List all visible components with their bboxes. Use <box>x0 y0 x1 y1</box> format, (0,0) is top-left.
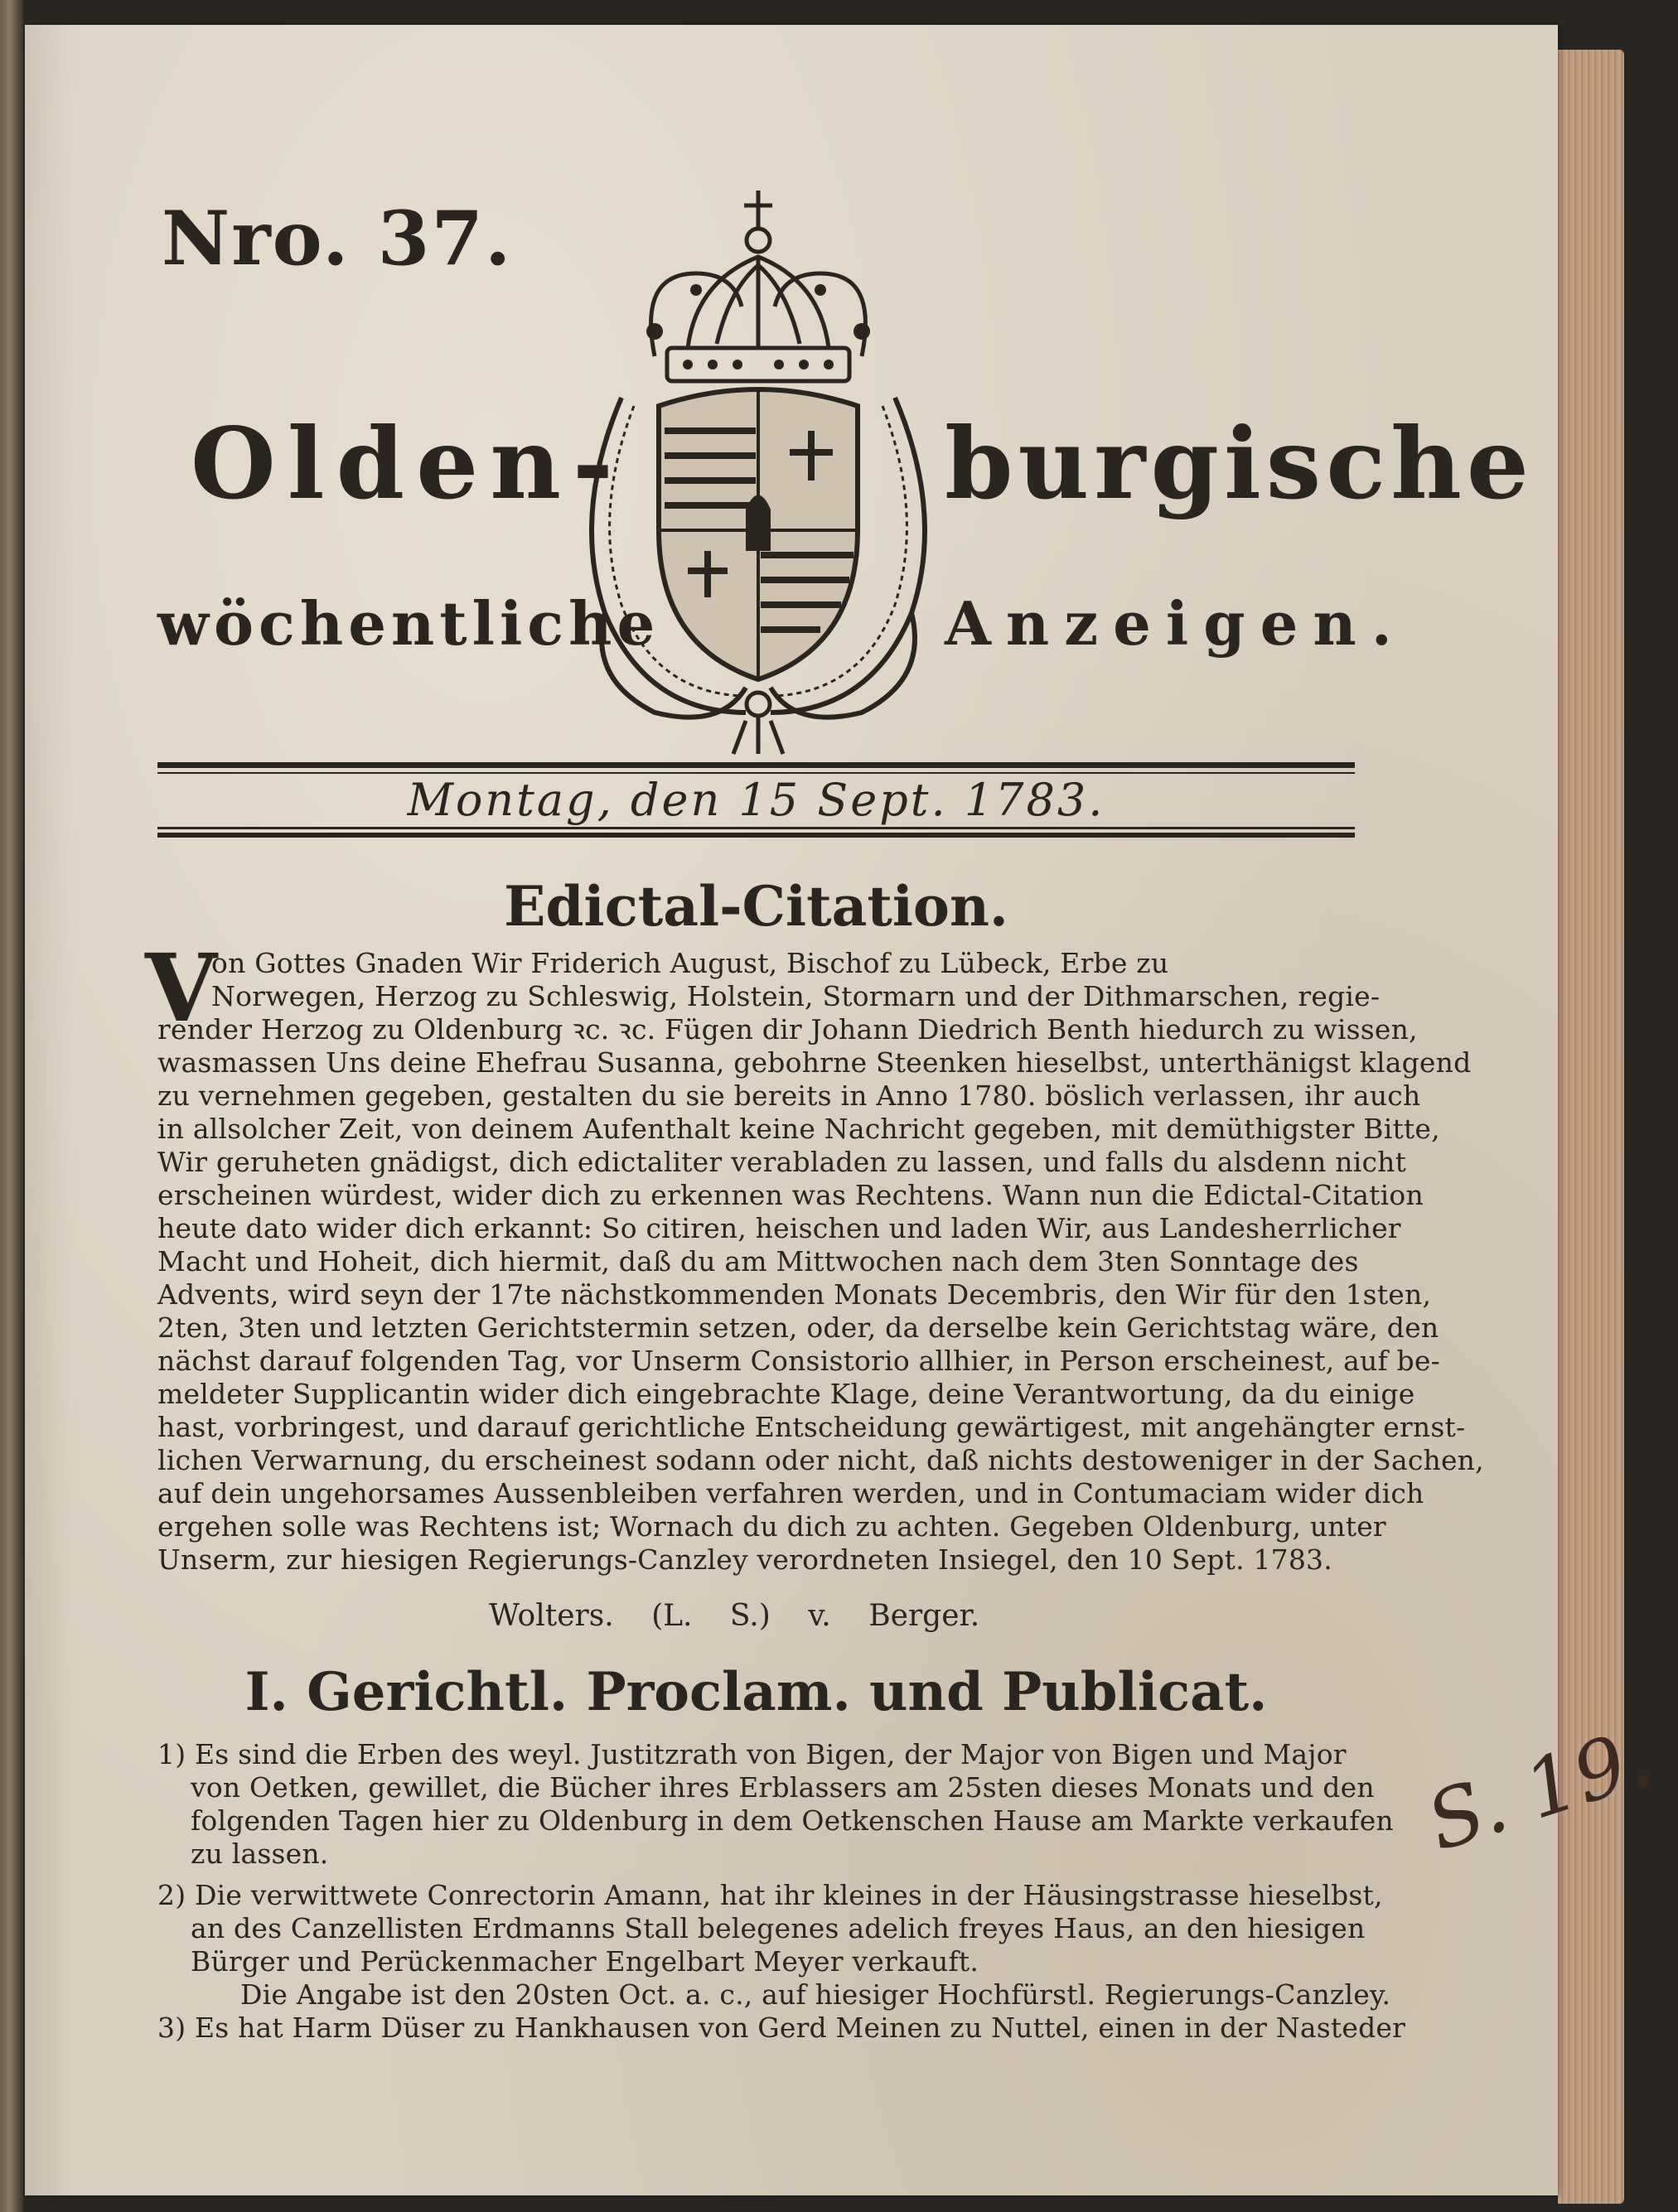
masthead-rule-top-thick <box>157 762 1355 768</box>
citation-line: render Herzog zu Oldenburg ꝛc. ꝛc. Fügen dir Johann Diedrich Benth hiedurch zu wissen, <box>157 1013 1418 1046</box>
issue-number: Nro. 37. <box>162 195 513 283</box>
masthead-title-left-line1: Olden- <box>191 406 625 521</box>
handwritten-mark <box>1416 1707 1663 1872</box>
citation-line: lichen Verwarnung, du erscheinest sodann oder nicht, daß nichts destoweniger in der Sachen, <box>157 1444 1484 1476</box>
proclam-item-line: folgenden Tagen hier zu Oldenburg in dem Oetkenschen Hause am Markte verkaufen <box>191 1804 1394 1837</box>
masthead-rule-bottom-thin <box>157 827 1355 829</box>
citation-signatures: Wolters. (L. S.) v. Berger. <box>489 1599 980 1633</box>
newspaper-page <box>25 25 1663 2195</box>
citation-line: wasmassen Uns deine Ehefrau Susanna, gebohrne Steenken hieselbst, unterthänigst klagend <box>157 1046 1472 1079</box>
citation-line: in allsolcher Zeit, von deinem Aufenthalt keine Nachricht gegeben, mit demüthigster Bitte, <box>157 1113 1440 1145</box>
citation-line: Macht und Hoheit, dich hiermit, daß du am Mittwochen nach dem 3ten Sonntage des <box>157 1245 1359 1277</box>
proclam-item-line: Bürger und Perückenmacher Engelbart Meyer verkauft. <box>191 1945 979 1978</box>
proclam-item-line: 2) Die verwittwete Conrectorin Amann, hat ihr kleines in der Häusingstrasse hieselbst, <box>157 1879 1383 1911</box>
proclam-item-line: 1) Es sind die Erben des weyl. Justitzrath von Bigen, der Major von Bigen und Major <box>157 1738 1347 1770</box>
citation-line: erscheinen würdest, wider dich zu erkennen was Rechtens. Wann nun die Edictal-Citation <box>157 1179 1424 1211</box>
proclam-item-line: 3) Es hat Harm Düser zu Hankhausen von Gerd Meinen zu Nuttel, einen in der Nasteder <box>157 2012 1406 2044</box>
proclam-item-line: von Oetken, gewillet, die Bücher ihres Erblassers am 25sten dieses Monats und den <box>191 1771 1375 1804</box>
coat-of-arms-crest <box>572 182 945 762</box>
masthead-title-left-line2: wöchentliche <box>157 588 660 659</box>
masthead-rule-bottom-thick <box>157 833 1355 838</box>
masthead-title-right-line1: burgische <box>945 406 1534 521</box>
issue-dateline: Montag, den 15 Sept. 1783. <box>407 774 1105 826</box>
drop-cap: V <box>145 935 217 1043</box>
proclam-item-line: an des Canzellisten Erdmanns Stall belegenes adelich freyes Haus, an den hiesigen <box>191 1912 1366 1944</box>
page-stack-edge <box>1558 50 1624 2204</box>
citation-line: auf dein ungehorsames Aussenbleiben verfahren werden, und in Contumaciam wider dich <box>157 1477 1424 1509</box>
binding-gutter <box>0 0 23 2212</box>
masthead-title-right-line2: Anzeigen. <box>945 588 1407 659</box>
handwritten-mark-text: S. 19. <box>1416 1710 1663 1870</box>
citation-line: Unserm, zur hiesigen Regierungs-Canzley verordneten Insiegel, den 10 Sept. 1783. <box>157 1543 1332 1576</box>
section-heading-proclam-publicat: I. Gerichtl. Proclam. und Publicat. <box>244 1661 1268 1723</box>
citation-line: hast, vorbringest, und darauf gerichtliche Entscheidung gewärtigest, mit angehängter ernst- <box>157 1411 1466 1443</box>
citation-line: on Gottes Gnaden Wir Friderich August, Bischof zu Lübeck, Erbe zu <box>211 947 1169 979</box>
citation-line: meldeter Supplicantin wider dich eingebrachte Klage, deine Verantwortung, da du einige <box>157 1378 1415 1410</box>
citation-line: nächst darauf folgenden Tag, vor Unserm Consistorio allhier, in Person erscheinest, auf be- <box>157 1345 1440 1377</box>
citation-line: Wir geruheten gnädigst, dich edictaliter verabladen zu lassen, und falls du alsdenn nicht <box>157 1146 1407 1178</box>
citation-line: Advents, wird seyn der 17te nächstkommenden Monats Decembris, den Wir für den 1sten, <box>157 1278 1432 1311</box>
citation-line: Norwegen, Herzog zu Schleswig, Holstein, Stormarn und der Dithmarschen, regie- <box>211 980 1381 1012</box>
citation-line: ergehen solle was Rechtens ist; Wornach du dich zu achten. Gegeben Oldenburg, unter <box>157 1510 1386 1543</box>
citation-line: heute dato wider dich erkannt: So citiren, heischen und laden Wir, aus Landesherrlicher <box>157 1212 1401 1244</box>
proclam-item-line: Die Angabe ist den 20sten Oct. a. c., auf hiesiger Hochfürstl. Regierungs-Canzley. <box>240 1978 1391 2011</box>
citation-line: zu vernehmen gegeben, gestalten du sie bereits in Anno 1780. böslich verlassen, ihr auch <box>157 1079 1421 1112</box>
proclam-item-line: zu lassen. <box>191 1838 329 1870</box>
section-heading-edictal-citation: Edictal-Citation. <box>504 874 1008 939</box>
citation-line: 2ten, 3ten und letzten Gerichtstermin setzen, oder, da derselbe kein Gerichtstag wäre, den <box>157 1311 1439 1344</box>
